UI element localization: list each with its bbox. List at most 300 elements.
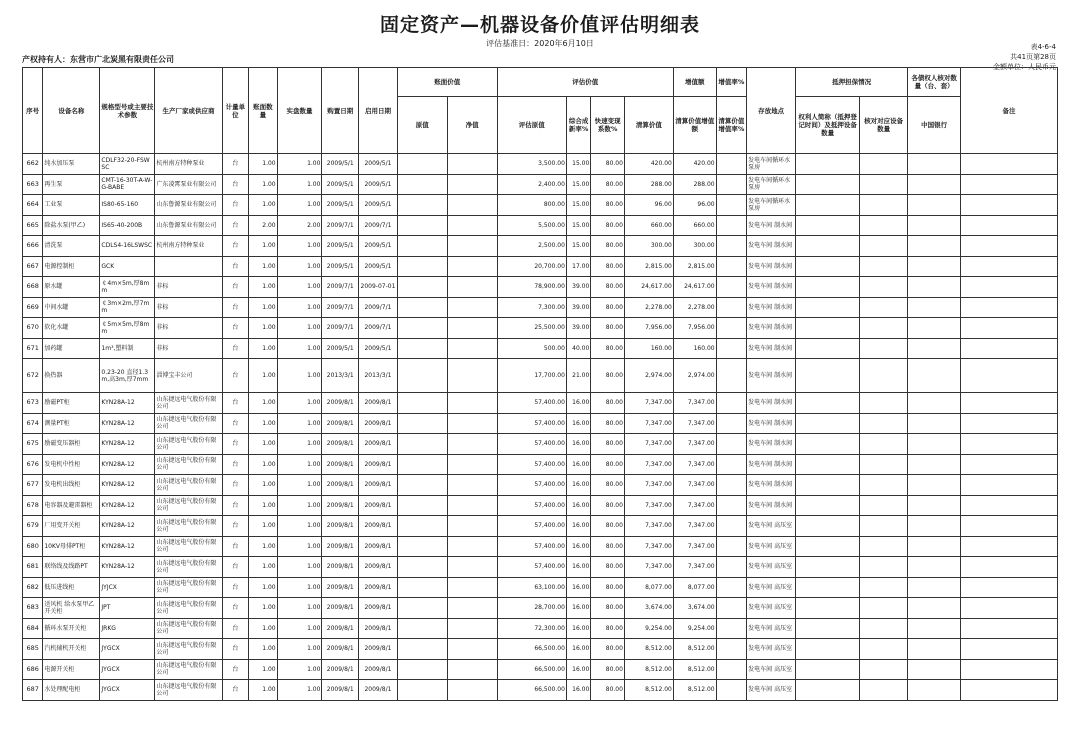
cell-remark [961,598,1058,619]
cell-use-date: 2009/8/1 [359,680,398,701]
cell-bank [908,577,961,598]
cell-location: 发电车间 制水间 [747,277,796,298]
col-seq: 序号 [23,68,43,154]
cell-liquid-value: 8,512.00 [624,639,673,660]
cell-book-qty: 1.00 [249,256,278,277]
cell-rate: 16.00 [566,618,590,639]
cell-rate: 16.00 [566,393,590,414]
cell-mort-holder [796,557,860,578]
cell-net [447,359,497,393]
cell-mort-holder [796,495,860,516]
cell-use-date: 2009/8/1 [359,577,398,598]
cell-verified [860,236,908,257]
cell-mort-holder [796,174,860,195]
col-eval-orig: 评估原值 [497,97,566,154]
cell-eval-orig: 57,400.00 [497,557,566,578]
table-row [23,598,1058,619]
cell-book-qty: 1.00 [249,475,278,496]
cell-liquid-value: 288.00 [624,174,673,195]
cell-bank [908,359,961,393]
cell-unit: 台 [222,338,248,359]
cell-mort-holder [796,577,860,598]
cell-bank [908,659,961,680]
cell-eval-orig: 72,300.00 [497,618,566,639]
cell-bank [908,557,961,578]
cell-verified [860,393,908,414]
cell-liquid-value: 7,956.00 [624,318,673,339]
cell-orig [397,338,447,359]
cell-actual-qty: 1.00 [277,174,322,195]
cell-net [447,454,497,475]
cell-rate: 15.00 [566,215,590,236]
cell-actual-qty: 1.00 [277,195,322,216]
cell-buy-date: 2009/5/1 [322,256,359,277]
cell-maker: 山东捷远电气股份有限公司 [155,598,222,619]
cell-actual-qty: 2.00 [277,215,322,236]
cell-buy-date: 2009/8/1 [322,536,359,557]
cell-eval-orig: 66,500.00 [497,659,566,680]
cell-mort-holder [796,598,860,619]
cell-inc-rate [716,413,747,434]
col-inc-amount: 清算价值增值额 [673,97,716,154]
cell-seq: 677 [23,475,43,496]
cell-buy-date: 2009/7/1 [322,297,359,318]
cell-use-date: 2009/8/1 [359,598,398,619]
cell-use-date: 2009/7/1 [359,297,398,318]
cell-orig [397,598,447,619]
cell-maker: 山东捷远电气股份有限公司 [155,577,222,598]
cell-book-qty: 1.00 [249,393,278,414]
cell-use-date: 2009/5/1 [359,154,398,175]
cell-spec: JYJCX [100,577,155,598]
cell-rate: 16.00 [566,475,590,496]
cell-inc-rate [716,454,747,475]
cell-remark [961,297,1058,318]
col-book-value: 账面价值 [397,68,497,97]
cell-buy-date: 2009/8/1 [322,413,359,434]
cell-spec: IS80-65-160 [100,195,155,216]
cell-location: 发电车间 制水间 [747,413,796,434]
cell-book-qty: 1.00 [249,277,278,298]
cell-mort-holder [796,454,860,475]
cell-actual-qty: 1.00 [277,236,322,257]
cell-use-date: 2009-07-01 [359,277,398,298]
cell-inc-amount: 288.00 [673,174,716,195]
cell-maker: 山东捷远电气股份有限公司 [155,659,222,680]
cell-remark [961,413,1058,434]
cell-location: 发电车间 制水间 [747,475,796,496]
base-date: 评估基准日：2020年6月10日 [486,39,594,48]
cell-buy-date: 2009/8/1 [322,393,359,414]
cell-buy-date: 2009/8/1 [322,557,359,578]
cell-mort-holder [796,639,860,660]
cell-orig [397,195,447,216]
cell-liquid-value: 7,347.00 [624,557,673,578]
cell-inc-rate [716,215,747,236]
cell-spec: KYN28A-12 [100,536,155,557]
cell-unit: 台 [222,277,248,298]
cell-net [447,256,497,277]
cell-actual-qty: 1.00 [277,618,322,639]
cell-location: 发电车间 高压室 [747,639,796,660]
cell-name: 汽机辅机开关柜 [43,639,100,660]
table-row [23,516,1058,537]
cell-seq: 680 [23,536,43,557]
currency-unit: 金额单位：人民币元 [993,63,1056,71]
cell-inc-amount: 2,815.00 [673,256,716,277]
table-row [23,393,1058,414]
table-row [23,318,1058,339]
col-use-date: 启用日期 [359,68,398,154]
cell-orig [397,413,447,434]
cell-net [447,434,497,455]
cell-inc-rate [716,318,747,339]
cell-maker: 非标 [155,277,222,298]
cell-inc-amount: 2,974.00 [673,359,716,393]
cell-liquid-value: 660.00 [624,215,673,236]
cell-unit: 台 [222,516,248,537]
cell-buy-date: 2009/8/1 [322,659,359,680]
cell-orig [397,475,447,496]
cell-use-date: 2009/8/1 [359,393,398,414]
cell-rate: 16.00 [566,577,590,598]
cell-unit: 台 [222,659,248,680]
cell-buy-date: 2009/7/1 [322,318,359,339]
cell-book-qty: 1.00 [249,598,278,619]
cell-orig [397,618,447,639]
cell-eval-orig: 57,400.00 [497,516,566,537]
cell-maker: 山东捷远电气股份有限公司 [155,393,222,414]
cell-spec: IS65-40-200B [100,215,155,236]
cell-location: 发电车间 高压室 [747,598,796,619]
cell-inc-rate [716,639,747,660]
cell-maker: 山东捷远电气股份有限公司 [155,680,222,701]
cell-buy-date: 2013/3/1 [322,359,359,393]
cell-seq: 663 [23,174,43,195]
cell-verified [860,639,908,660]
cell-buy-date: 2009/8/1 [322,434,359,455]
cell-use-date: 2009/8/1 [359,557,398,578]
cell-remark [961,277,1058,298]
cell-remark [961,516,1058,537]
cell-inc-rate [716,659,747,680]
cell-rate: 39.00 [566,318,590,339]
cell-remark [961,536,1058,557]
cell-inc-rate [716,277,747,298]
col-spec: 规格型号或主要技术参数 [100,68,155,154]
cell-location: 发电车间 高压室 [747,659,796,680]
cell-orig [397,256,447,277]
cell-verified [860,413,908,434]
cell-use-date: 2009/5/1 [359,236,398,257]
cell-verified [860,318,908,339]
cell-use-date: 2009/5/1 [359,174,398,195]
cell-verified [860,516,908,537]
col-actual-qty: 实盘数量 [277,68,322,154]
cell-fast-factor: 80.00 [591,174,625,195]
cell-eval-orig: 57,400.00 [497,393,566,414]
cell-mort-holder [796,659,860,680]
cell-seq: 675 [23,434,43,455]
col-creditor: 各债权人核对数量（台、套） [908,68,961,97]
cell-buy-date: 2009/5/1 [322,195,359,216]
cell-net [447,475,497,496]
cell-buy-date: 2009/8/1 [322,495,359,516]
cell-verified [860,454,908,475]
cell-fast-factor: 80.00 [591,577,625,598]
cell-fast-factor: 80.00 [591,659,625,680]
cell-unit: 台 [222,434,248,455]
cell-spec: JYGCX [100,680,155,701]
cell-actual-qty: 1.00 [277,318,322,339]
cell-orig [397,297,447,318]
table-row [23,154,1058,175]
cell-mort-holder [796,536,860,557]
cell-use-date: 2009/5/1 [359,256,398,277]
cell-buy-date: 2009/5/1 [322,338,359,359]
col-inc-rate-hdr: 增值率% [716,68,747,97]
cell-seq: 676 [23,454,43,475]
cell-buy-date: 2009/8/1 [322,454,359,475]
cell-buy-date: 2009/8/1 [322,516,359,537]
cell-bank [908,236,961,257]
cell-book-qty: 1.00 [249,680,278,701]
cell-spec: KYN28A-12 [100,454,155,475]
cell-eval-orig: 57,400.00 [497,475,566,496]
cell-net [447,236,497,257]
cell-book-qty: 1.00 [249,454,278,475]
cell-book-qty: 1.00 [249,174,278,195]
cell-eval-orig: 5,500.00 [497,215,566,236]
cell-book-qty: 1.00 [249,639,278,660]
cell-eval-orig: 28,700.00 [497,598,566,619]
cell-buy-date: 2009/8/1 [322,680,359,701]
cell-maker: 广东凌霄泵业有限公司 [155,174,222,195]
cell-bank [908,680,961,701]
asset-table [22,67,1058,701]
cell-use-date: 2009/8/1 [359,454,398,475]
cell-book-qty: 1.00 [249,195,278,216]
cell-liquid-value: 7,347.00 [624,434,673,455]
cell-fast-factor: 80.00 [591,454,625,475]
cell-verified [860,174,908,195]
cell-bank [908,598,961,619]
cell-fast-factor: 80.00 [591,195,625,216]
cell-location: 发电车间 制水间 [747,256,796,277]
cell-seq: 687 [23,680,43,701]
cell-remark [961,680,1058,701]
cell-inc-rate [716,338,747,359]
cell-use-date: 2009/8/1 [359,475,398,496]
cell-bank [908,639,961,660]
cell-spec: CDLF32-20-FSWSC [100,154,155,175]
cell-seq: 686 [23,659,43,680]
cell-rate: 39.00 [566,297,590,318]
cell-bank [908,413,961,434]
cell-fast-factor: 80.00 [591,516,625,537]
cell-mort-holder [796,393,860,414]
col-maker: 生产厂家或供应商 [155,68,222,154]
cell-inc-amount: 7,347.00 [673,536,716,557]
cell-verified [860,338,908,359]
cell-net [447,618,497,639]
cell-verified [860,680,908,701]
cell-location: 发电车间 制水间 [747,359,796,393]
cell-net [447,536,497,557]
cell-book-qty: 2.00 [249,215,278,236]
cell-liquid-value: 300.00 [624,236,673,257]
cell-mort-holder [796,236,860,257]
cell-name: 工业泵 [43,195,100,216]
cell-verified [860,195,908,216]
cell-verified [860,618,908,639]
cell-location: 发电车间 高压室 [747,536,796,557]
cell-bank [908,174,961,195]
cell-liquid-value: 24,617.00 [624,277,673,298]
cell-fast-factor: 80.00 [591,598,625,619]
table-row [23,577,1058,598]
cell-net [447,215,497,236]
table-row [23,659,1058,680]
cell-verified [860,577,908,598]
cell-location: 发电车间循环水泵房 [747,154,796,175]
cell-eval-orig: 25,500.00 [497,318,566,339]
cell-verified [860,598,908,619]
cell-maker: 杭州南方特种泵业 [155,236,222,257]
cell-rate: 15.00 [566,174,590,195]
cell-buy-date: 2009/8/1 [322,577,359,598]
cell-inc-rate [716,297,747,318]
cell-liquid-value: 7,347.00 [624,413,673,434]
cell-bank [908,154,961,175]
cell-location: 发电车间 高压室 [747,557,796,578]
cell-inc-amount: 7,347.00 [673,413,716,434]
table-row [23,195,1058,216]
cell-inc-rate [716,236,747,257]
cell-name: 电源控制柜 [43,256,100,277]
cell-rate: 16.00 [566,536,590,557]
cell-buy-date: 2009/5/1 [322,154,359,175]
cell-liquid-value: 8,512.00 [624,680,673,701]
cell-location: 发电车间 高压室 [747,516,796,537]
cell-maker: 山东捷远电气股份有限公司 [155,536,222,557]
cell-eval-orig: 57,400.00 [497,536,566,557]
cell-use-date: 2009/7/1 [359,318,398,339]
cell-rate: 16.00 [566,639,590,660]
cell-unit: 台 [222,215,248,236]
cell-maker: 杭州南方特种泵业 [155,154,222,175]
cell-seq: 674 [23,413,43,434]
cell-actual-qty: 1.00 [277,338,322,359]
cell-remark [961,154,1058,175]
cell-spec: JPT [100,598,155,619]
cell-mort-holder [796,256,860,277]
cell-orig [397,536,447,557]
cell-eval-orig: 7,300.00 [497,297,566,318]
cell-actual-qty: 1.00 [277,557,322,578]
cell-net [447,495,497,516]
cell-orig [397,495,447,516]
cell-seq: 673 [23,393,43,414]
cell-mort-holder [796,434,860,455]
cell-verified [860,536,908,557]
table-row [23,338,1058,359]
cell-maker: 山东捷远电气股份有限公司 [155,454,222,475]
cell-seq: 681 [23,557,43,578]
cell-unit: 台 [222,174,248,195]
cell-name: 电源开关柜 [43,659,100,680]
cell-remark [961,174,1058,195]
cell-unit: 台 [222,577,248,598]
cell-liquid-value: 2,278.00 [624,297,673,318]
cell-book-qty: 1.00 [249,557,278,578]
cell-name: 发电机出线柜 [43,475,100,496]
cell-name: 测量PT柜 [43,413,100,434]
cell-book-qty: 1.00 [249,516,278,537]
cell-location: 发电车间 高压室 [747,577,796,598]
cell-verified [860,495,908,516]
cell-name: 10KV母排PT柜 [43,536,100,557]
cell-fast-factor: 80.00 [591,256,625,277]
cell-net [447,577,497,598]
cell-remark [961,639,1058,660]
table-row [23,536,1058,557]
cell-eval-orig: 2,400.00 [497,174,566,195]
cell-rate: 16.00 [566,454,590,475]
cell-unit: 台 [222,154,248,175]
cell-seq: 684 [23,618,43,639]
cell-name: 中间水罐 [43,297,100,318]
cell-eval-orig: 57,400.00 [497,434,566,455]
cell-orig [397,577,447,598]
cell-spec: ￠3m×2m,厚7mm [100,297,155,318]
cell-bank [908,256,961,277]
cell-name: 原水罐 [43,277,100,298]
cell-actual-qty: 1.00 [277,475,322,496]
cell-location: 发电车间 高压室 [747,680,796,701]
cell-actual-qty: 1.00 [277,680,322,701]
cell-actual-qty: 1.00 [277,256,322,277]
cell-net [447,557,497,578]
cell-inc-amount: 7,347.00 [673,516,716,537]
cell-remark [961,577,1058,598]
cell-fast-factor: 80.00 [591,359,625,393]
cell-bank [908,277,961,298]
cell-net [447,174,497,195]
cell-eval-orig: 66,500.00 [497,680,566,701]
cell-inc-rate [716,495,747,516]
cell-rate: 17.00 [566,256,590,277]
cell-spec: 0.23-20 直径1.3m,高3m,厚7mm [100,359,155,393]
cell-seq: 662 [23,154,43,175]
cell-liquid-value: 7,347.00 [624,475,673,496]
cell-fast-factor: 80.00 [591,495,625,516]
cell-liquid-value: 9,254.00 [624,618,673,639]
col-bank: 中国银行 [908,97,961,154]
cell-inc-rate [716,393,747,414]
cell-eval-orig: 20,700.00 [497,256,566,277]
cell-inc-amount: 8,512.00 [673,659,716,680]
cell-use-date: 2009/8/1 [359,413,398,434]
cell-orig [397,639,447,660]
col-increase: 增值额 [673,68,716,97]
cell-use-date: 2009/8/1 [359,434,398,455]
cell-inc-rate [716,154,747,175]
cell-inc-rate [716,680,747,701]
cell-buy-date: 2009/8/1 [322,475,359,496]
cell-liquid-value: 96.00 [624,195,673,216]
cell-mort-holder [796,359,860,393]
